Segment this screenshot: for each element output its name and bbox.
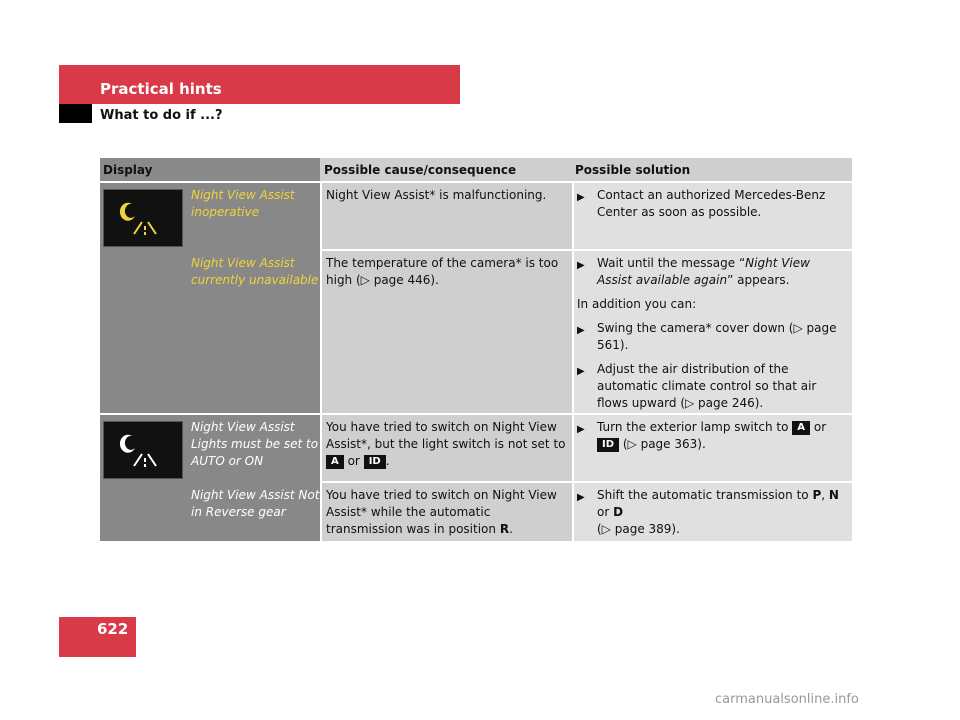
arrow-icon: ▶ xyxy=(577,325,585,336)
note-text: In addition you can: xyxy=(577,297,697,311)
display-text: Night View Assist inoperative xyxy=(191,188,295,219)
table-row xyxy=(320,481,852,541)
display-text: Night View Assist currently unavailable xyxy=(190,249,320,411)
table-row xyxy=(320,249,852,413)
column-header-cause: Possible cause/consequence xyxy=(320,158,572,181)
cause-cell: You have tried to switch on Night View Assist*, but the light switch is not set to A or ID . xyxy=(320,415,572,481)
night-view-warning-icon xyxy=(103,189,183,247)
arrow-icon: ▶ xyxy=(577,366,585,377)
page-subtitle: What to do if ...? xyxy=(100,108,223,123)
page-number: 622 xyxy=(97,620,129,638)
table-row xyxy=(320,181,852,249)
table-group-2 xyxy=(100,413,852,541)
low-beam-symbol: ID xyxy=(364,455,386,469)
cause-cell: You have tried to switch on Night View Assist* while the automatic transmission was in position R. xyxy=(320,483,572,541)
section-title: Practical hints xyxy=(100,80,222,98)
table-header xyxy=(100,158,852,181)
table-group-1 xyxy=(100,181,852,413)
arrow-icon: ▶ xyxy=(577,424,585,435)
solution-cell: ▶ Turn the exterior lamp switch to A or ID (▷ page 363). xyxy=(572,415,852,481)
low-beam-symbol: ID xyxy=(597,438,619,452)
display-text: Night View Assist Lights must be set to AUTO or ON xyxy=(191,420,319,468)
column-header-solution: Possible solution xyxy=(572,158,852,181)
cause-cell: The temperature of the camera* is too high (▷ page 446). xyxy=(320,251,572,413)
display-text: Night View Assist Not in Reverse gear xyxy=(190,481,320,539)
info-table xyxy=(100,158,852,541)
table-row xyxy=(320,413,852,481)
arrow-icon: ▶ xyxy=(577,192,585,203)
solution-cell: ▶ Wait until the message “Night View Assist available again” appears. In addition you can: ▶ Swing the camera* cover down (▷ page 561). ▶ Adjust the air distribution of the automatic climate control so that air flows upward (▷ page 246). xyxy=(572,251,852,413)
auto-light-symbol: A xyxy=(326,455,344,469)
night-view-warning-icon xyxy=(103,421,183,479)
arrow-icon: ▶ xyxy=(577,260,585,271)
solution-cell: ▶ Contact an authorized Mercedes-Benz Center as soon as possible. xyxy=(572,183,852,249)
auto-light-symbol: A xyxy=(792,421,810,435)
column-header-display: Display xyxy=(100,158,320,181)
subtitle-marker xyxy=(59,104,92,123)
solution-cell: ▶ Shift the automatic transmission to P, N or D (▷ page 389). xyxy=(572,483,852,541)
cause-cell: Night View Assist* is malfunctioning. xyxy=(320,183,572,249)
arrow-icon: ▶ xyxy=(577,492,585,503)
watermark: carmanualsonline.info xyxy=(715,692,859,707)
